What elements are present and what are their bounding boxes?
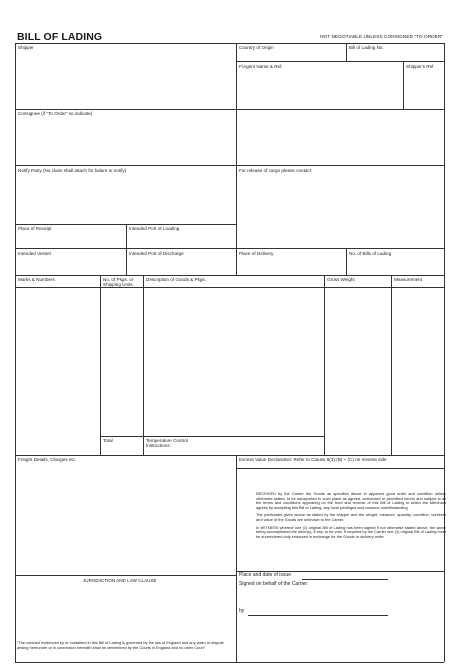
divider-shippers-ref [403, 61, 404, 109]
divider-delivery-bills [346, 248, 347, 275]
line-under-vessel [15, 275, 444, 276]
notify-party-label: Notify Party (No claim shall attach for failure to notify) [18, 168, 127, 173]
form-left-border [15, 43, 16, 662]
consignee-label: Consignee (if "To Order" so indicate) [18, 111, 93, 116]
by-label: by [239, 608, 245, 614]
carrier-terms [256, 492, 446, 542]
divider-weight-measure [391, 275, 392, 455]
form-top-border [15, 43, 444, 44]
jurisdiction-label: JURISDICTION AND LAW CLAUSE [83, 578, 157, 583]
signature-line [248, 615, 388, 616]
divider-pkgs-desc [143, 275, 144, 455]
governing-law-note: "The contract evidenced by or contained in this Bill of Lading is governed by the law of England and any claim or dispute arising hereunder or in connection herewith shall be determined by the Courts in England and no other Court" [17, 640, 224, 650]
intended-vessel-label: Intended Vessel [18, 251, 51, 256]
description-header: Description of Goods & Pkgs. [146, 277, 207, 282]
form-right-border [444, 43, 445, 662]
temperature-control-label: Temperature Control Instructions: [146, 438, 188, 449]
line-under-goods-header [15, 287, 444, 288]
place-date-issue-label: Place and date of issue [239, 572, 291, 578]
bill-of-lading-no-label: Bill of Lading No. [349, 45, 384, 50]
place-of-receipt-label: Place of Receipt [18, 226, 52, 231]
divider-origin-bol [346, 43, 347, 61]
line-above-jurisdiction [15, 575, 236, 576]
line-under-shipper [15, 109, 444, 110]
place-of-delivery-label: Place of Delivery [239, 251, 274, 256]
no-of-bills-label: No. of Bills of Lading [349, 251, 392, 256]
line-above-total [100, 436, 324, 437]
line-under-excess [236, 468, 444, 469]
terms-particulars: The particulars given above as stated by the shipper and the weight, measure, quantity, condition, contents and value of the Goods are unknown to the Carrier. [256, 512, 446, 522]
country-of-origin-label: Country of Origin [239, 45, 274, 50]
terms-received: RECEIVED by the Carrier the Goods as specified above in apparent good order and condition unless otherwise stated, to be transported to such place as agreed, authorised or permitted herein and subject to all the terms and conditions appearing on the front and reverse of this Bill of Lading to which the Merchant agrees by accepting this Bill of Lading, any local privileges and customs notwithstanding. [256, 491, 446, 510]
release-of-cargo-label: For release of cargo please contact: [239, 168, 313, 173]
no-of-pkgs-header: No. of Pkgs. or Shipping Units [103, 277, 134, 288]
form-bottom-border [15, 662, 444, 663]
divider-desc-weight [324, 275, 325, 455]
shipper-label: Shipper [18, 45, 34, 50]
line-under-goods [15, 455, 444, 456]
agent-name-ref-label: F/Agent Name & Ref. [239, 64, 283, 69]
freight-details-label: Freight Details, Charges etc: [18, 457, 77, 462]
gross-weight-header: Gross Weight [327, 277, 355, 282]
line-under-consignee [15, 165, 444, 166]
divider-marks-pkgs [100, 275, 101, 455]
shippers-ref-label: Shipper's Ref [406, 64, 434, 69]
center-divider-lower [236, 455, 237, 662]
port-of-loading-label: Intended Port of Loading [129, 226, 180, 231]
center-divider-upper [236, 43, 237, 275]
total-label: Total [103, 438, 113, 443]
marks-numbers-header: Marks & Numbers [18, 277, 55, 282]
document-title: BILL OF LADING [17, 31, 103, 43]
negotiability-notice: NOT NEGOTIABLE UNLESS CONSIGNED "TO ORDER" [320, 35, 443, 40]
line-under-origin [236, 61, 444, 62]
place-date-issue-line [302, 579, 388, 580]
measurement-header: Measurement [394, 277, 423, 282]
port-of-discharge-label: Intended Port of Discharge [129, 251, 184, 256]
terms-witness: In WITNESS whereof one (1) original Bill of Lading has been signed if not otherwise stated above, the same being accomplished the other(s), if any, to be void. If required by the Carrier one (1) original Bill of Lading must be surrendered duly endorsed in exchange for the Goods or delivery order. [256, 524, 446, 539]
signed-on-behalf-label: Signed on behalf of the Carrier: [239, 581, 309, 587]
line-under-receipt [15, 248, 444, 249]
excess-value-label: Excess Value Declaration: Refer to Clause 6(3) (B) + (C) on reverse side [239, 457, 387, 462]
divider-receipt-loading [126, 224, 127, 275]
